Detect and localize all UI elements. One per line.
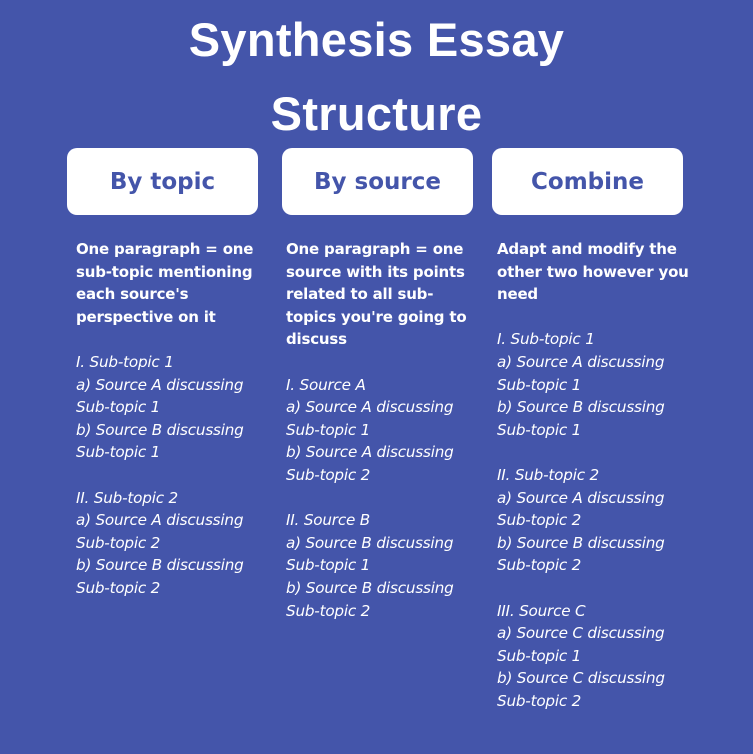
outline-line: a) Source A discussing [497,352,665,371]
outline-line: Sub-topic 2 [497,691,582,710]
header-label-combine: Combine [531,168,644,195]
intro-line: perspective on it [76,307,216,326]
column-by-source [286,238,476,622]
intro-line: source with its points [286,262,465,281]
outline-line: Sub-topic 1 [76,398,161,417]
outline-line: Sub-topic 1 [286,556,371,575]
outline-line: I. Sub-topic 1 [497,330,595,349]
intro-line: One paragraph = one [286,240,464,258]
outline-line: a) Source B discussing [286,533,454,552]
outline-gap [76,464,266,487]
column-by-topic [76,238,266,600]
outline-line: Sub-topic 1 [286,420,371,439]
outline-line: b) Source B discussing [76,420,244,439]
outline-line: a) Source A discussing [497,488,665,507]
intro-line: sub-topic mentioning [76,262,253,281]
outline-line: Sub-topic 2 [497,511,582,530]
header-box-combine [492,148,683,215]
intro-line: One paragraph = one [76,240,254,258]
column-intro [286,238,476,351]
outline-line: II. Source B [286,511,370,530]
outline-line: Sub-topic 2 [76,578,161,597]
outline-line: b) Source A discussing [286,443,454,462]
outline-line: Sub-topic 2 [76,533,161,552]
outline-line: Sub-topic 2 [286,465,371,484]
column-outline [286,374,476,623]
header-box-by-source [282,148,473,215]
outline-gap [497,577,687,600]
outline-line: a) Source A discussing [76,375,244,394]
outline-line: b) Source B discussing [497,398,665,417]
outline-line: I. Sub-topic 1 [76,352,174,371]
outline-line: I. Source A [286,375,366,394]
intro-line: Adapt and modify the [497,240,677,258]
intro-line: each source's [76,285,189,304]
outline-line: b) Source B discussing [497,533,665,552]
intro-line: discuss [286,330,347,349]
column-outline [497,328,687,712]
outline-line: II. Sub-topic 2 [76,488,178,507]
intro-line: topics you're going to [286,307,467,326]
outline-line: a) Source C discussing [497,624,665,643]
intro-line: need [497,285,538,304]
outline-line: b) Source B discussing [286,578,454,597]
outline-line: II. Sub-topic 2 [497,465,599,484]
intro-line: other two however you [497,262,689,281]
column-intro [497,238,687,306]
outline-line: b) Source B discussing [76,556,244,575]
outline-gap [286,487,476,510]
column-outline [76,351,266,600]
outline-line: Sub-topic 2 [286,601,371,620]
page-title-line-2: Structure [270,87,483,140]
outline-line: b) Source C discussing [497,669,665,688]
header-box-by-topic [67,148,258,215]
column-intro [76,238,266,328]
outline-gap [497,441,687,464]
column-combine [497,238,687,712]
header-label-by-source: By source [314,168,441,195]
outline-line: Sub-topic 1 [497,375,582,394]
outline-line: Sub-topic 1 [497,420,582,439]
outline-line: Sub-topic 2 [497,556,582,575]
outline-line: III. Source C [497,601,586,620]
header-label-by-topic: By topic [109,168,216,195]
page-title-line-1: Synthesis Essay [188,13,565,66]
outline-line: Sub-topic 1 [497,646,582,665]
intro-line: related to all sub- [286,285,434,304]
outline-line: a) Source A discussing [286,398,454,417]
outline-line: a) Source A discussing [76,511,244,530]
outline-line: Sub-topic 1 [76,443,161,462]
